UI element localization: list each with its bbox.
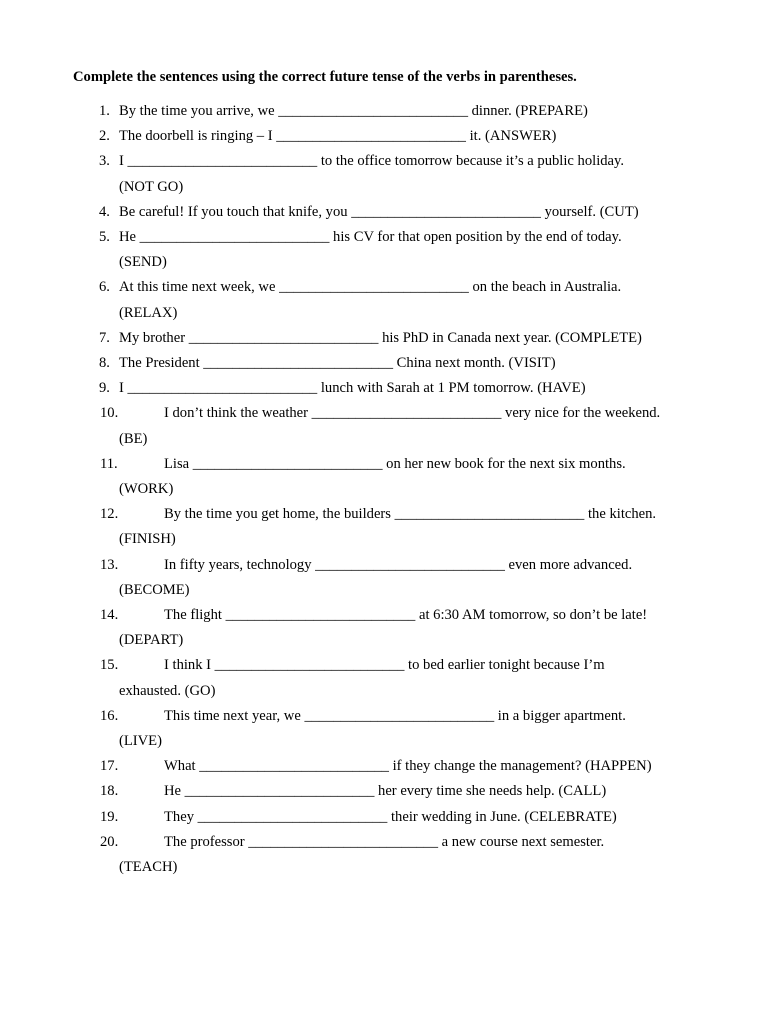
- exercise-sentence: [119, 805, 699, 830]
- sentence-continuation: (DEPART): [119, 632, 184, 649]
- exercise-number: 7.: [99, 329, 110, 346]
- exercise-number: 10.: [100, 405, 119, 422]
- exercise-number: 4.: [99, 203, 110, 220]
- exercise-number: 15.: [100, 657, 119, 674]
- exercise-item: [0, 502, 768, 552]
- sentence-line: [119, 754, 699, 779]
- sentence-line: [119, 830, 699, 855]
- exercise-item: [0, 805, 768, 830]
- sentence-line: [119, 502, 699, 527]
- sentence-continuation: (SEND): [119, 254, 167, 271]
- sentence-text: The flight __________________________ at 6:30 AM tomorrow, so don’t be late!: [164, 607, 648, 624]
- sentence-line: I __________________________ lunch with Sarah at 1 PM tomorrow. (HAVE): [119, 380, 586, 397]
- sentence-text: He __________________________ her every time she needs help. (CALL): [164, 783, 607, 800]
- exercise-sentence: [119, 603, 699, 653]
- exercise-item: [0, 704, 768, 754]
- exercise-item: [0, 99, 768, 124]
- exercise-list: [0, 99, 768, 880]
- sentence-continuation: (BECOME): [119, 581, 190, 598]
- exercise-number: 17.: [100, 758, 119, 775]
- exercise-item: [0, 553, 768, 603]
- sentence-line: [119, 401, 699, 426]
- sentence-line: The President __________________________ China next month. (VISIT): [119, 355, 556, 372]
- sentence-line: [119, 704, 699, 729]
- exercise-number: 11.: [100, 455, 118, 472]
- exercise-sentence: [119, 653, 699, 703]
- sentence-continuation: exhausted. (GO): [119, 682, 216, 699]
- sentence-line: At this time next week, we __________________________ on the beach in Australia.: [119, 279, 622, 296]
- exercise-number: 16.: [100, 707, 119, 724]
- exercise-number: 9.: [99, 380, 110, 397]
- sentence-text: This time next year, we __________________________ in a bigger apartment.: [164, 707, 626, 724]
- exercise-item: [0, 124, 768, 149]
- sentence-line: He __________________________ his CV for that open position by the end of today.: [119, 229, 622, 246]
- exercise-number: 8.: [99, 355, 110, 372]
- sentence-line: [119, 805, 699, 830]
- sentence-text: Lisa __________________________ on her new book for the next six months.: [164, 455, 626, 472]
- exercise-sentence: [119, 99, 699, 124]
- exercise-sentence: [119, 779, 699, 804]
- sentence-line: [119, 603, 699, 628]
- sentence-line: The doorbell is ringing – I __________________________ it. (ANSWER): [119, 128, 557, 145]
- exercise-number: 5.: [99, 229, 110, 246]
- exercise-item: [0, 200, 768, 225]
- exercise-sentence: [119, 149, 699, 199]
- exercise-sentence: [119, 553, 699, 603]
- sentence-continuation: (RELAX): [119, 304, 178, 321]
- exercise-number: 14.: [100, 607, 119, 624]
- sentence-text: What __________________________ if they change the management? (HAPPEN): [164, 758, 652, 775]
- exercise-number: 20.: [100, 833, 119, 850]
- exercise-item: [0, 603, 768, 653]
- sentence-text: I think I __________________________ to bed earlier tonight because I’m: [164, 657, 605, 674]
- exercise-number: 19.: [100, 808, 119, 825]
- sentence-continuation: (NOT GO): [119, 178, 184, 195]
- sentence-text: They __________________________ their wedding in June. (CELEBRATE): [164, 808, 617, 825]
- sentence-text: I don’t think the weather __________________________ very nice for the weekend.: [164, 405, 661, 422]
- sentence-line: By the time you arrive, we __________________________ dinner. (PREPARE): [119, 103, 588, 119]
- sentence-continuation: (LIVE): [119, 733, 162, 750]
- exercise-item: [0, 326, 768, 351]
- sentence-line: [119, 553, 699, 578]
- exercise-sentence: [119, 401, 699, 451]
- exercise-item: [0, 452, 768, 502]
- exercise-number: 3.: [99, 153, 110, 170]
- sentence-continuation: (TEACH): [119, 859, 178, 876]
- exercise-item: [0, 149, 768, 199]
- sentence-continuation: (FINISH): [119, 531, 176, 548]
- exercise-sentence: [119, 124, 699, 149]
- exercise-sentence: [119, 452, 699, 502]
- exercise-item: [0, 376, 768, 401]
- sentence-line: [119, 653, 699, 678]
- exercise-number: 1.: [99, 103, 110, 119]
- sentence-line: Be careful! If you touch that knife, you __________________________ yourself. (CUT): [119, 203, 639, 220]
- sentence-text: In fifty years, technology __________________________ even more advanced.: [164, 556, 633, 573]
- instruction-heading: Complete the sentences using the correct future tense of the verbs in parentheses.: [73, 69, 577, 85]
- exercise-item: [0, 401, 768, 451]
- exercise-number: 2.: [99, 128, 110, 145]
- sentence-line: [119, 779, 699, 804]
- sentence-line: [119, 452, 699, 477]
- exercise-item: [0, 754, 768, 779]
- exercise-item: [0, 653, 768, 703]
- sentence-line: My brother __________________________ his PhD in Canada next year. (COMPLETE): [119, 329, 642, 346]
- exercise-number: 13.: [100, 556, 119, 573]
- exercise-sentence: [119, 830, 699, 880]
- exercise-item: [0, 830, 768, 880]
- sentence-continuation: (BE): [119, 430, 148, 447]
- exercise-sentence: [119, 225, 699, 275]
- sentence-line: I __________________________ to the office tomorrow because it’s a public holiday.: [119, 153, 625, 170]
- exercise-item: [0, 779, 768, 804]
- exercise-item: [0, 275, 768, 325]
- exercise-item: [0, 225, 768, 275]
- exercise-sentence: [119, 326, 699, 351]
- exercise-sentence: [119, 200, 699, 225]
- exercise-item: [0, 351, 768, 376]
- sentence-text: The professor __________________________ a new course next semester.: [164, 833, 605, 850]
- exercise-sentence: [119, 754, 699, 779]
- exercise-sentence: [119, 275, 699, 325]
- exercise-sentence: [119, 351, 699, 376]
- exercise-number: 12.: [100, 506, 119, 523]
- exercise-sentence: [119, 704, 699, 754]
- exercise-sentence: [119, 502, 699, 552]
- exercise-number: 6.: [99, 279, 110, 296]
- sentence-text: By the time you get home, the builders __________________________ the kitchen.: [164, 506, 657, 523]
- exercise-sentence: [119, 376, 699, 401]
- sentence-continuation: (WORK): [119, 481, 174, 498]
- exercise-number: 18.: [100, 783, 119, 800]
